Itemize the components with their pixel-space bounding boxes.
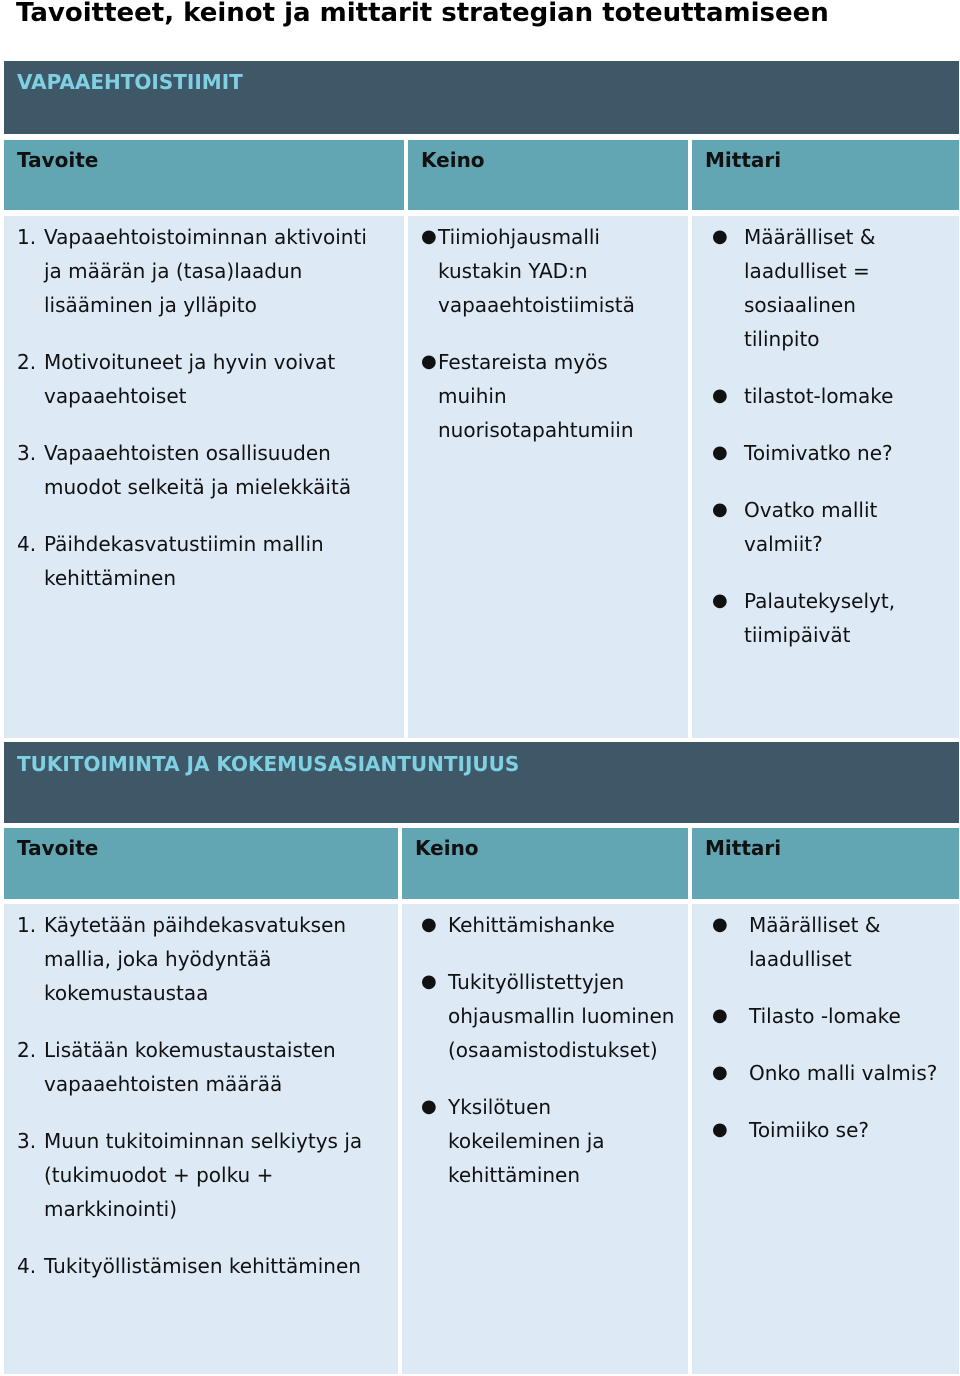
column-header-row (4, 140, 959, 210)
mittari-item: ● Määrälliset & laadulliset (749, 908, 937, 976)
section-tukitoiminta (4, 742, 959, 1374)
mittari-item: ● Tilasto -lomake (749, 999, 937, 1033)
tavoite-item: 2. Motivoituneet ja hyvin voivat vapaaehtoiset (17, 350, 336, 408)
tavoite-list (17, 908, 362, 1306)
mittari-item: ● Määrälliset & laadulliset = sosiaalinen tilinpito (744, 220, 895, 356)
keino-cell (408, 216, 688, 738)
tavoite-item: 4. Tukityöllistämisen kehittäminen (17, 1254, 361, 1278)
bullet-icon: ● (421, 226, 437, 247)
column-header-tavoite: Tavoite (4, 828, 398, 899)
bullet-icon: ● (712, 385, 728, 406)
section-heading-label: TUKITOIMINTA JA KOKEMUSASIANTUNTIJUUS (17, 752, 520, 776)
keino-item: ● Tiimiohjausmalli kustakin YAD:n vapaaehtoistiimistä (438, 220, 635, 322)
bullet-icon: ● (421, 914, 437, 935)
tavoite-item: 1. Käytetään päihdekasvatuksen mallia, joka hyödyntää kokemustaustaa (17, 913, 347, 1005)
bullet-icon: ● (712, 499, 728, 520)
mittari-cell (692, 216, 959, 738)
content-row (4, 904, 959, 1374)
section-heading-label: VAPAAEHTOISTIIMIT (17, 70, 243, 94)
bullet-icon: ● (421, 351, 437, 372)
page-title: Tavoitteet, keinot ja mittarit strategian toteuttamiseen (16, 0, 829, 28)
bullet-icon: ● (421, 1096, 437, 1117)
bullet-icon: ● (712, 914, 728, 935)
tavoite-item: 3. Vapaaehtoisten osallisuuden muodot selkeitä ja mielekkäitä (17, 441, 352, 499)
keino-item: ● Tukityöllistettyjen ohjausmallin luominen (osaamistodistukset) (448, 965, 674, 1067)
mittari-item: ● Toimivatko ne? (744, 436, 895, 470)
keino-list (421, 908, 675, 1215)
bullet-icon: ● (712, 1119, 728, 1140)
content-row (4, 216, 959, 738)
column-header-mittari: Mittari (692, 828, 959, 899)
bullet-icon: ● (712, 1062, 728, 1083)
tavoite-cell (4, 216, 404, 738)
column-header-keino: Keino (402, 828, 688, 899)
mittari-item: ● Onko malli valmis? (749, 1056, 937, 1090)
section-vapaaehtoistiimit (4, 61, 959, 738)
keino-item: ● Yksilötuen kokeileminen ja kehittäminen (448, 1090, 674, 1192)
mittari-cell (692, 904, 959, 1374)
mittari-list (712, 908, 938, 1170)
mittari-item: ● Ovatko mallit valmiit? (744, 493, 895, 561)
tavoite-item: 4. Päihdekasvatustiimin mallin kehittäminen (17, 532, 324, 590)
keino-cell (402, 904, 688, 1374)
keino-list (421, 220, 635, 470)
tavoite-item: 2. Lisätään kokemustaustaisten vapaaehtoisten määrää (17, 1038, 336, 1096)
bullet-icon: ● (421, 971, 437, 992)
bullet-icon: ● (712, 442, 728, 463)
section-heading (4, 742, 959, 823)
column-header-row (4, 828, 959, 899)
mittari-item: ● Palautekyselyt, tiimipäivät (744, 584, 895, 652)
column-header-tavoite: Tavoite (4, 140, 404, 210)
tavoite-list (17, 220, 367, 618)
section-heading (4, 61, 959, 134)
bullet-icon: ● (712, 1005, 728, 1026)
bullet-icon: ● (712, 590, 728, 611)
column-header-mittari: Mittari (692, 140, 959, 210)
mittari-list (712, 220, 896, 675)
tavoite-item: 3. Muun tukitoiminnan selkiytys ja (tukimuodot + polku + markkinointi) (17, 1129, 363, 1221)
bullet-icon: ● (712, 226, 728, 247)
mittari-item: ● Toimiiko se? (749, 1113, 937, 1147)
keino-item: ● Kehittämishanke (448, 908, 674, 942)
mittari-item: ● tilastot-lomake (744, 379, 895, 413)
tavoite-item: 1. Vapaaehtoistoiminnan aktivointi ja määrän ja (tasa)laadun lisääminen ja ylläpito (17, 225, 367, 317)
column-header-keino: Keino (408, 140, 688, 210)
keino-item: ● Festareista myös muihin nuorisotapahtumiin (438, 345, 635, 447)
tavoite-cell (4, 904, 398, 1374)
